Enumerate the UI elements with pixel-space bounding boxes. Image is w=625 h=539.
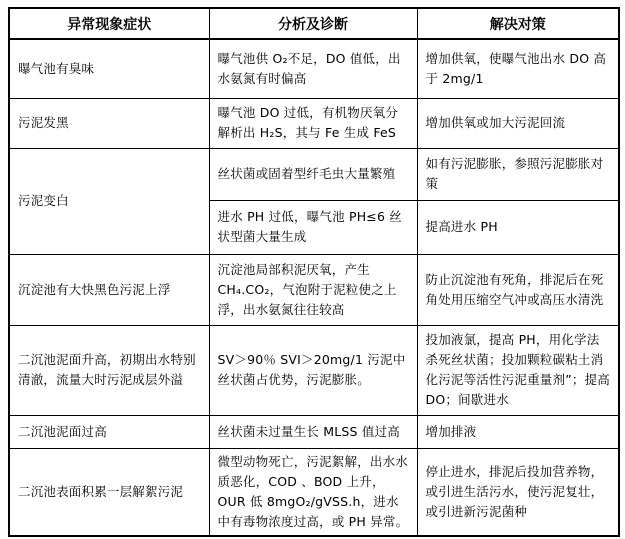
solution-cell: 防止沉淀池有死角，排泥后在死角处用压缩空气冲或高压水清洗 <box>417 254 619 325</box>
analysis-cell: 进水 PH 过低，曝气池 PH≤6 丝状型菌大量生成 <box>209 200 417 254</box>
solution-cell: 停止进水，排泥后投加营养物，或引进生活污水，使污泥复壮，或引进新污泥菌种 <box>417 448 619 536</box>
analysis-cell: 曝气池供 O₂不足，DO 值低，出水氨氮有时偏高 <box>209 39 417 98</box>
header-row <box>9 8 619 39</box>
symptom-cell: 曝气池有臭味 <box>9 39 209 98</box>
solution-cell: 提高进水 PH <box>417 200 619 254</box>
table-row <box>9 415 619 448</box>
symptom-cell: 二沉池泥面升高，初期出水特别清澈，流量大时污泥成层外溢 <box>9 325 209 415</box>
analysis-cell: 丝状菌或固着型纤毛虫大量繁殖 <box>209 148 417 200</box>
table-row <box>9 325 619 415</box>
solution-cell: 如有污泥膨胀，参照污泥膨胀对策 <box>417 148 619 200</box>
table-row <box>9 39 619 98</box>
analysis-cell: 微型动物死亡，污泥絮解，出水水质恶化，COD 、BOD 上升，OUR 低 8mgO₂/gVSS.h，进水中有毒物浓度过高，或 PH 异常。 <box>209 448 417 536</box>
symptom-cell: 二沉池表面积累一层解絮污泥 <box>9 448 209 536</box>
symptom-cell: 污泥变白 <box>9 148 209 254</box>
column-header-analysis: 分析及诊断 <box>209 8 417 39</box>
table-row <box>9 148 619 200</box>
column-header-symptom: 异常现象症状 <box>9 8 209 39</box>
table-header <box>9 8 619 39</box>
table-row <box>9 448 619 536</box>
analysis-cell: 曝气池 DO 过低，有机物厌氧分解析出 H₂S，其与 Fe 生成 FeS <box>209 98 417 148</box>
symptom-cell: 二沉池泥面过高 <box>9 415 209 448</box>
troubleshooting-table <box>8 7 620 537</box>
solution-cell: 投加液氯，提高 PH，用化学法杀死丝状菌；投加颗粒碳粘土消化污泥等活性污泥重量剂”；提高 DO；间歇进水 <box>417 325 619 415</box>
solution-cell: 增加供氧，使曝气池出水 DO 高于 2mg/1 <box>417 39 619 98</box>
column-header-solution: 解决对策 <box>417 8 619 39</box>
table-row <box>9 98 619 148</box>
symptom-cell: 沉淀池有大快黑色污泥上浮 <box>9 254 209 325</box>
analysis-cell: SV＞90％ SVI＞20mg/1 污泥中丝状菌占优势，污泥膨胀。 <box>209 325 417 415</box>
solution-cell: 增加供氧或加大污泥回流 <box>417 98 619 148</box>
analysis-cell: 沉淀池局部积泥厌氧，产生 CH₄.CO₂，气泡附于泥粒使之上浮，出水氨氮往往较高 <box>209 254 417 325</box>
table-row <box>9 254 619 325</box>
symptom-cell: 污泥发黑 <box>9 98 209 148</box>
analysis-cell: 丝状菌未过量生长 MLSS 值过高 <box>209 415 417 448</box>
solution-cell: 增加排液 <box>417 415 619 448</box>
